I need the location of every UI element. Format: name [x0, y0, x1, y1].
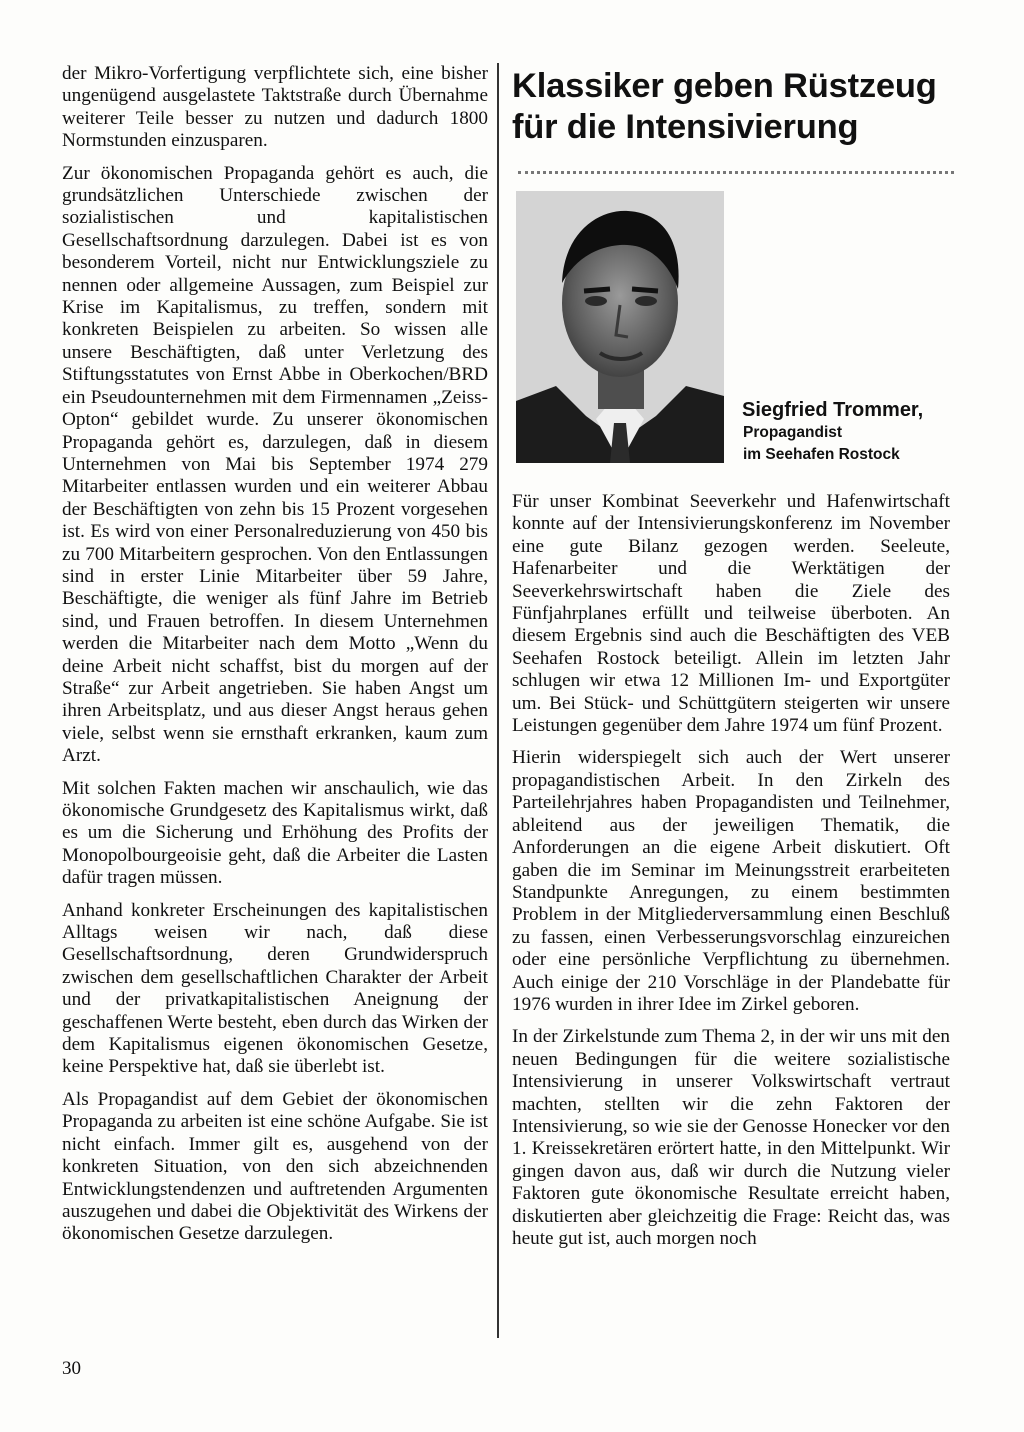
headline-line: Klassiker geben Rüstzeug [512, 67, 937, 105]
portrait-image [516, 191, 724, 463]
paragraph: der Mikro-Vorfertigung verpflichtete sich, eine bisher ungenügend ausgelastete Taktstraße durch Übernahme weiterer Teile besser zu nutzen und dadurch 1800 Normstunden einzusparen. [62, 63, 488, 152]
paragraph: Für unser Kombinat Seeverkehr und Hafenwirtschaft konnte auf der Intensivierungskonferenz im November eine gute Bilanz gezogen werden. Seeleute, Hafenarbeiter und die Werktätigen der Seeverkehrswirtschaft haben die Ziele des Fünfjahrplanes erfüllt und teilweise überboten. An diesem Ergebnis sind auch die Beschäftigten des VEB Seehafen Rostock beteiligt. Allein im letzten Jahr schlugen wir etwa 12 Millionen Im- und Exportgüter um. Bei Stück- und Schüttgütern steigerten wir unsere Leistungen gegenüber dem Jahre 1974 um fünf Prozent. [512, 491, 950, 737]
author-location: im Seehafen Rostock [743, 446, 900, 463]
paragraph: Zur ökonomischen Propaganda gehört es auch, die grundsätzlichen Unterschiede zwischen der sozialistischen und kapitalistischen Gesellschaftsordnung darzulegen. Dabei ist es von besonderem Vorteil, nicht nur Entwicklungsziele zu nennen oder allgemeine Aussagen, zum Beispiel zur Krise im Kapitalismus, zu treffen, sondern mit konkreten Beispielen zu arbeiten. So wissen alle unsere Beschäftigten, daß unter Verletzung des Stiftungsstatutes von Ernst Abbe in Oberkochen/BRD ein Pseudounternehmen mit dem Firmennamen „Zeiss-Opton“ gebildet wurde. Zu unserer ökonomischen Propaganda gehört es, darzulegen, daß in diesem Unternehmen von Mai bis September 1974 279 Mitarbeiter entlassen wurden und ein weiterer Abbau der Beschäftigten von zehn bis 15 Prozent vorgesehen ist. Es wird von einer Personalreduzierung von 450 bis zu 700 Mitarbeitern gesprochen. Von den Entlassungen sind in erster Linie Mitarbeiter über 59 Jahre, Beschäftigte, die weniger als fünf Jahre im Betrieb sind, und Frauen betroffen. In diesem Unternehmen werden die Mitarbeiter nach dem Motto „Wenn du deine Arbeit nicht schaffst, bist du morgen auf der Straße“ zur Arbeit angetrieben. Sie haben Angst um ihren Arbeitsplatz, und aus dieser Angst heraus gehen viele, selbst wenn sie ernsthaft erkranken, kaum zum Arzt. [62, 162, 488, 767]
author-byline [742, 398, 952, 466]
decorative-divider [518, 171, 954, 174]
paragraph: Hierin widerspiegelt sich auch der Wert unserer propagandistischen Arbeit. In den Zirkeln des Parteilehrjahres haben Propagandisten und Teilnehmer, ableitend aus der jeweiligen Thematik, die Anforderungen an die eigene Arbeit diskutiert. Oft gaben die im Seminar im Meinungsstreit erarbeiteten Standpunkte Anregungen, zu einem bestimmten Problem in der Mitgliederversammlung einen Beschluß zu fassen, einen Verbesserungsvorschlag einzureichen oder eine persönliche Verpflichtung zu übernehmen. Auch einige der 210 Vorschläge in der Plandebatte für 1976 wurden in ihrer Idee im Zirkel geboren. [512, 747, 950, 1015]
column-divider [497, 63, 499, 1338]
article-headline [512, 66, 952, 148]
left-text-column [62, 63, 488, 1256]
author-role: Propagandist [743, 424, 843, 441]
page-number: 30 [62, 1358, 81, 1379]
paragraph: Mit solchen Fakten machen wir anschaulich, wie das ökonomische Grundgesetz des Kapitalismus wirkt, daß es um die Sicherung und Erhöhung des Profits der Monopolbourgeoisie geht, daß die Arbeiter die Lasten dafür tragen müssen. [62, 777, 488, 889]
headline-line: für die Intensivierung [512, 108, 859, 146]
paragraph: Anhand konkreter Erscheinungen des kapitalistischen Alltags weisen wir nach, daß diese Gesellschaftsordnung, deren Grundwiderspruch zwischen dem gesellschaftlichen Charakter der Arbeit und der privatkapitalistischen Aneignung der geschaffenen Werte besteht, eben durch das Wirken der dem Kapitalismus eigenen ökonomischen Gesetze, keine Perspektive hat, daß sie überlebt ist. [62, 899, 488, 1078]
paragraph: Als Propagandist auf dem Gebiet der ökonomischen Propaganda zu arbeiten ist eine schöne Aufgabe. Sie ist nicht einfach. Immer gilt es, ausgehend von der konkreten Situation, von den sich abzeichnenden Entwicklungstendenzen und auftretenden Argumenten auszugehen und dabei die Objektivität des Wirkens der ökonomischen Gesetze darzulegen. [62, 1088, 488, 1245]
right-text-column [512, 491, 950, 1260]
author-portrait-photo [516, 191, 724, 463]
author-name: Siegfried Trommer, [742, 399, 924, 421]
paragraph: In der Zirkelstunde zum Thema 2, in der wir uns mit den neuen Bedingungen für die weitere sozialistische Intensivierung in unserer Volkswirtschaft vertraut machten, stellten wir die zehn Faktoren der Intensivierung, so wie sie der Genosse Honecker vor den 1. Kreissekretären erörtert hatte, in den Mittelpunkt. Wir gingen davon aus, daß wir durch die Nutzung vieler Faktoren gute ökonomische Resultate erreicht haben, diskutierten aber gleichzeitig die Frage: Reicht das, was heute gut ist, auch morgen noch [512, 1026, 950, 1249]
